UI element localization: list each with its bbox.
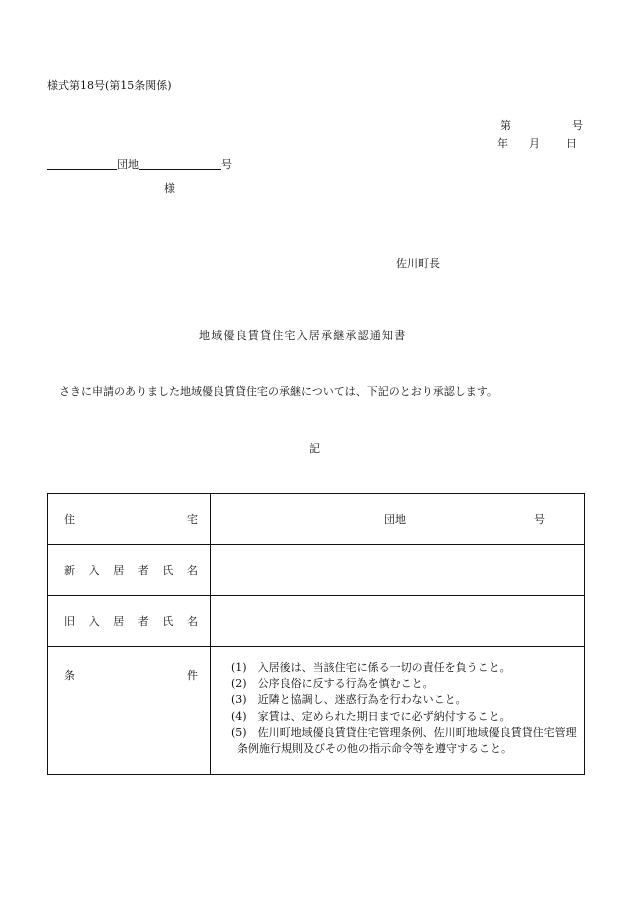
blank-line-danchi-name	[47, 157, 117, 170]
table-row-conditions	[48, 647, 585, 775]
old-resident-label-char: 名	[186, 615, 198, 628]
new-resident-value-cell	[211, 545, 585, 596]
new-resident-label-char: 者	[137, 564, 149, 577]
conditions-list	[211, 647, 584, 757]
address-label	[48, 494, 211, 545]
old-resident-label-char: 入	[88, 615, 100, 628]
address-go: 号	[534, 513, 545, 526]
conditions-value-cell	[211, 647, 585, 775]
condition-item: (4) 家賃は、定められた期日までに必ず納付すること。	[231, 709, 511, 723]
doc-number-go: 号	[572, 119, 583, 132]
condition-item: (5) 佐川町地域優良賃貸住宅管理条例、佐川町地域優良賃貸住宅管理	[231, 725, 577, 739]
address-value-cell	[211, 494, 585, 545]
old-resident-label	[48, 596, 211, 647]
form-number: 様式第18号(第15条関係)	[47, 79, 172, 92]
ki-heading: 記	[309, 442, 320, 455]
condition-item: (2) 公序良俗に反する行為を慎むこと。	[231, 677, 434, 691]
condition-item: (3) 近隣と協調し、迷惑行為を行わないこと。	[231, 693, 467, 707]
table-row-address	[48, 494, 585, 545]
table-row-old-resident	[48, 596, 585, 647]
address-label-b: 宅	[187, 513, 198, 526]
body-text: さきに申請のありました地域優良賃貸住宅の承継については、下記のとおり承認します。	[59, 385, 498, 398]
conditions-label-a: 条	[64, 669, 75, 682]
date-month: 月	[529, 137, 540, 150]
form-table	[47, 493, 585, 775]
old-resident-value-cell	[211, 596, 585, 647]
conditions-label	[48, 647, 211, 775]
condition-item: (1) 入居後は、当該住宅に係る一切の責任を負うこと。	[231, 661, 511, 674]
date-day: 日	[566, 137, 577, 150]
address-danchi: 団地	[384, 513, 406, 526]
new-resident-label-char: 名	[186, 564, 198, 577]
condition-item-continuation: 条例施行規則及びその他の指示命令等を遵守すること。	[237, 742, 512, 756]
addressee-sama: 様	[164, 182, 175, 195]
addressee-go: 号	[221, 158, 232, 171]
table-row-new-resident	[48, 545, 585, 596]
new-resident-label	[48, 545, 211, 596]
blank-line-room-number	[139, 157, 221, 170]
sender-name: 佐川町長	[396, 257, 440, 270]
old-resident-label-char: 氏	[162, 615, 174, 628]
old-resident-label-char: 旧	[64, 615, 75, 628]
new-resident-label-char: 氏	[162, 564, 174, 577]
new-resident-label-char: 入	[88, 564, 100, 577]
addressee-line	[47, 157, 232, 170]
doc-number-dai: 第	[500, 119, 511, 132]
old-resident-label-char: 居	[113, 615, 125, 628]
document-title: 地域優良賃貸住宅入居承継承認通知書	[199, 329, 407, 342]
old-resident-label-char: 者	[137, 615, 149, 628]
new-resident-label-char: 新	[64, 564, 75, 577]
address-label-a: 住	[64, 513, 75, 526]
new-resident-label-char: 居	[113, 564, 125, 577]
conditions-label-b: 件	[187, 669, 198, 682]
date-year: 年	[497, 137, 508, 150]
addressee-danchi: 団地	[117, 158, 139, 171]
